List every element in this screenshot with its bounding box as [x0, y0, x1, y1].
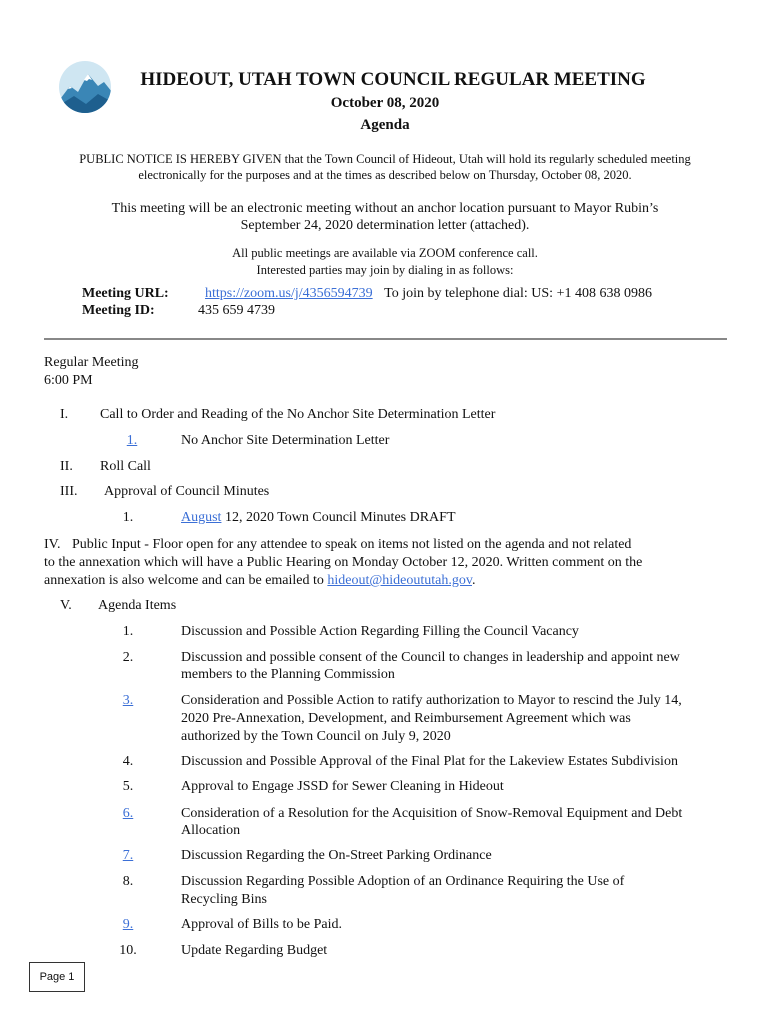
section-2-numeral: II.: [60, 459, 73, 474]
august-minutes-link[interactable]: August: [181, 510, 222, 525]
meeting-id-value: 435 659 4739: [198, 303, 275, 318]
hideout-email-link[interactable]: hideout@hideoututah.gov: [327, 573, 472, 588]
agenda-item-6-line-1: Consideration of a Resolution for the Acquisition of Snow-Removal Equipment and Debt: [181, 806, 683, 821]
section-4-text-3-end: .: [471, 573, 476, 588]
agenda-item-1-number: 1.: [122, 624, 134, 639]
section-3-item-text: 12, 2020 Town Council Minutes DRAFT: [221, 510, 456, 525]
agenda-item-5-number: 5.: [122, 779, 134, 794]
section-4-numeral: IV.: [44, 537, 61, 552]
agenda-heading: Agenda: [360, 117, 410, 133]
section-3-item: [181, 509, 741, 527]
agenda-item-8-line-2: Recycling Bins: [181, 892, 267, 907]
section-3-title: Approval of Council Minutes: [104, 484, 270, 499]
agenda-item-10-number: 10.: [119, 943, 137, 958]
agenda-item-2-line-1: Discussion and possible consent of the Council to changes in leadership and appoint new: [181, 650, 680, 665]
section-5-numeral: V.: [60, 598, 72, 613]
agenda-item-3-line-1: Consideration and Possible Action to ratify authorization to Mayor to rescind the July 14,: [181, 693, 682, 708]
agenda-item-1-text: Discussion and Possible Action Regarding Filling the Council Vacancy: [181, 624, 579, 639]
section-4-line-2: to the annexation which will have a Public Hearing on Monday October 12, 2020. Written comment on the: [44, 555, 643, 570]
agenda-item-3-line-2: 2020 Pre-Annexation, Development, and Reimbursement Agreement which was: [181, 711, 631, 726]
section-1-numeral: I.: [60, 407, 69, 422]
section-5-title: Agenda Items: [98, 598, 177, 613]
electronic-line-1: This meeting will be an electronic meeting without an anchor location pursuant to Mayor Rubin’s: [111, 201, 659, 216]
section-4-text-3: annexation is also welcome and can be emailed to: [44, 573, 328, 588]
electronic-line-2: September 24, 2020 determination letter (attached).: [240, 218, 530, 233]
agenda-item-8-number: 8.: [122, 874, 134, 889]
agenda-item-7-link[interactable]: 7.: [122, 848, 134, 863]
section-4-text-1: Public Input - Floor open for any attendee to speak on items not listed on the agenda and not related: [71, 537, 632, 552]
agenda-item-8-line-1: Discussion Regarding Possible Adoption of an Ordinance Requiring the Use of: [181, 874, 625, 889]
section-4-line-3: [44, 572, 475, 590]
meeting-url-label: Meeting URL:: [82, 286, 169, 301]
agenda-item-6-link[interactable]: 6.: [122, 806, 134, 821]
section-1-item-text: No Anchor Site Determination Letter: [181, 433, 390, 448]
section-2-title: Roll Call: [100, 459, 151, 474]
agenda-item-9-text: Approval of Bills to be Paid.: [181, 917, 342, 932]
section-1-title: Call to Order and Reading of the No Anchor Site Determination Letter: [100, 407, 496, 422]
page-title: HIDEOUT, UTAH TOWN COUNCIL REGULAR MEETING: [140, 69, 646, 90]
zoom-line-2: Interested parties may join by dialing in as follows:: [256, 263, 514, 277]
agenda-item-6-line-2: Allocation: [181, 823, 241, 838]
section-3-item-number: 1.: [122, 510, 134, 525]
meeting-url-row: [205, 285, 652, 303]
agenda-item-4-number: 4.: [122, 754, 134, 769]
zoom-line-1: All public meetings are available via ZOOM conference call.: [232, 246, 538, 260]
meeting-date: October 08, 2020: [330, 95, 440, 111]
notice-line-2: electronically for the purposes and at the times as described below on Thursday, October 08, 2020.: [138, 168, 632, 182]
section-divider: [44, 338, 727, 340]
section-3-numeral: III.: [60, 484, 78, 499]
agenda-item-2-number: 2.: [122, 650, 134, 665]
page-number-badge: Page 1: [29, 962, 85, 992]
agenda-item-10-text: Update Regarding Budget: [181, 943, 328, 958]
agenda-item-3-link[interactable]: 3.: [122, 693, 134, 708]
agenda-item-5-text: Approval to Engage JSSD for Sewer Cleaning in Hideout: [181, 779, 504, 794]
regular-meeting-title: Regular Meeting: [44, 355, 139, 370]
meeting-url-link[interactable]: https://zoom.us/j/4356594739: [205, 286, 373, 301]
agenda-item-7-text: Discussion Regarding the On-Street Parking Ordinance: [181, 848, 492, 863]
agenda-item-3-line-3: authorized by the Town Council on July 9, 2020: [181, 729, 451, 744]
agenda-item-2-line-2: members to the Planning Commission: [181, 667, 395, 682]
section-1-item-link[interactable]: 1.: [126, 433, 138, 448]
notice-line-1: PUBLIC NOTICE IS HEREBY GIVEN that the Town Council of Hideout, Utah will hold its regularly scheduled meeting: [79, 152, 691, 166]
telephone-dial-text: To join by telephone dial: US: +1 408 638 0986: [384, 286, 652, 301]
section-4-line-1: [44, 536, 631, 554]
regular-meeting-time: 6:00 PM: [44, 373, 93, 388]
agenda-item-4-text: Discussion and Possible Approval of the Final Plat for the Lakeview Estates Subdivision: [181, 754, 678, 769]
meeting-id-label: Meeting ID:: [82, 303, 155, 318]
agenda-item-9-link[interactable]: 9.: [122, 917, 134, 932]
